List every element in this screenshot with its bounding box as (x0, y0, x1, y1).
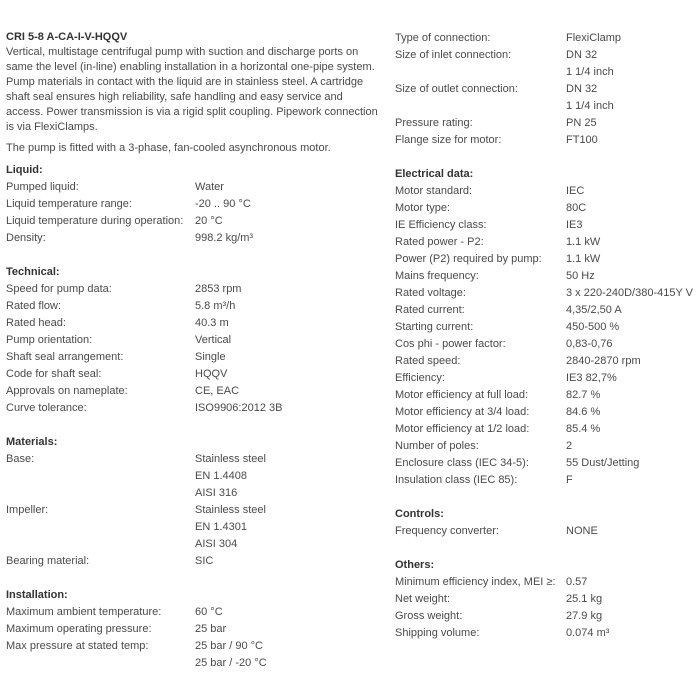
spec-row (395, 234, 695, 251)
motor-note: The pump is fitted with a 3-phase, fan-cooled asynchronous motor. (6, 142, 331, 154)
spec-value: NONE (566, 525, 598, 537)
spec-label: Gross weight: (395, 610, 463, 622)
spec-label: Speed for pump data: (6, 283, 112, 295)
spec-label: Power (P2) required by pump: (395, 253, 542, 265)
spec-value: 0.57 (566, 576, 588, 588)
spec-label: Max pressure at stated temp: (6, 640, 149, 652)
spec-row (395, 574, 695, 591)
others-section-title: Others: (395, 559, 435, 571)
left-column (6, 30, 380, 672)
spec-value: 80C (566, 202, 587, 214)
spec-label: Impeller: (6, 504, 49, 516)
spec-row (395, 132, 695, 149)
spec-row (395, 421, 695, 438)
spec-row (395, 302, 695, 319)
spec-value: PN 25 (566, 117, 597, 129)
spec-label: Maximum operating pressure: (6, 623, 152, 635)
spec-value: F (566, 474, 573, 486)
spec-value: EN 1.4408 (195, 470, 247, 482)
spec-label: Net weight: (395, 593, 451, 605)
spec-value: 2853 rpm (195, 283, 242, 295)
spec-row (395, 115, 695, 132)
spec-value: 998.2 kg/m³ (195, 232, 254, 244)
spec-row (395, 370, 695, 387)
spec-value: 25 bar / 90 °C (195, 640, 263, 652)
spec-value: -20 .. 90 °C (195, 198, 251, 210)
technical-section-title: Technical: (6, 266, 60, 278)
spec-label: Approvals on nameplate: (6, 385, 128, 397)
spec-row (395, 268, 695, 285)
spec-value: Stainless steel (195, 504, 266, 516)
spec-value: 450-500 % (566, 321, 620, 333)
spec-row (395, 200, 695, 217)
spec-row (395, 438, 695, 455)
spec-label: Efficiency: (395, 372, 445, 384)
spec-value: 2 (566, 440, 573, 452)
spec-value: 50 Hz (566, 270, 595, 282)
spec-value: AISI 304 (195, 538, 238, 550)
spec-label: Number of poles: (395, 440, 479, 452)
spec-label: Minimum efficiency index, MEI ≥: (395, 576, 556, 588)
spec-value: Water (195, 181, 224, 193)
spec-label: Rated voltage: (395, 287, 466, 299)
spec-row (6, 502, 380, 519)
spec-value: Stainless steel (195, 453, 266, 465)
spec-value: HQQV (195, 368, 228, 380)
spec-value: SIC (195, 555, 214, 567)
spec-row (6, 213, 380, 230)
liquid-section-title: Liquid: (6, 164, 43, 176)
spec-label: Motor efficiency at full load: (395, 389, 529, 401)
materials-section-title: Materials: (6, 436, 58, 448)
spec-label: Density: (6, 232, 46, 244)
spec-row (6, 349, 380, 366)
spec-value: 2840-2870 rpm (566, 355, 641, 367)
spec-label: Motor efficiency at 1/2 load: (395, 423, 530, 435)
spec-value: 0,83-0,76 (566, 338, 613, 350)
spec-value: 1 1/4 inch (566, 100, 614, 112)
spec-row (6, 179, 380, 196)
spec-value: 25.1 kg (566, 593, 603, 605)
spec-value: ISO9906:2012 3B (195, 402, 283, 414)
spec-value: 4,35/2,50 A (566, 304, 622, 316)
spec-row (395, 387, 695, 404)
spec-row (395, 285, 695, 302)
spec-label: Motor type: (395, 202, 451, 214)
spec-label: Maximum ambient temperature: (6, 606, 162, 618)
spec-row (6, 400, 380, 417)
spec-value: 0.074 m³ (566, 627, 610, 639)
spec-label: Starting current: (395, 321, 474, 333)
spec-value: 20 °C (195, 215, 223, 227)
spec-value: 82.7 % (566, 389, 601, 401)
spec-row (395, 47, 695, 64)
spec-row (6, 383, 380, 400)
spec-value: 1.1 kW (566, 253, 601, 265)
spec-row (395, 404, 695, 421)
spec-row (6, 366, 380, 383)
spec-label: Rated head: (6, 317, 66, 329)
spec-label: Insulation class (IEC 85): (395, 474, 518, 486)
spec-label: Liquid temperature range: (6, 198, 132, 210)
spec-value: 55 Dust/Jetting (566, 457, 640, 469)
spec-label: Mains frequency: (395, 270, 479, 282)
spec-row (395, 251, 695, 268)
spec-value: DN 32 (566, 83, 598, 95)
spec-row (395, 591, 695, 608)
spec-value: 3 x 220-240D/380-415Y V (566, 287, 693, 299)
installation-section-title: Installation: (6, 589, 68, 601)
controls-section-title: Controls: (395, 508, 444, 520)
spec-row (6, 638, 380, 655)
spec-value: Vertical (195, 334, 232, 346)
spec-row (6, 604, 380, 621)
spec-value: AISI 316 (195, 487, 238, 499)
spec-row (395, 608, 695, 625)
spec-row (395, 625, 695, 642)
spec-label: Bearing material: (6, 555, 90, 567)
spec-row (6, 536, 380, 553)
spec-row (6, 655, 380, 672)
spec-value: Single (195, 351, 226, 363)
spec-label: IE Efficiency class: (395, 219, 487, 231)
spec-row (395, 98, 695, 115)
spec-value: IE3 (566, 219, 583, 231)
spec-value: 85.4 % (566, 423, 601, 435)
spec-label: Enclosure class (IEC 34-5): (395, 457, 529, 469)
spec-value: 27.9 kg (566, 610, 603, 622)
spec-label: Liquid temperature during operation: (6, 215, 184, 227)
spec-value: 25 bar / -20 °C (195, 657, 267, 669)
spec-row (395, 472, 695, 489)
spec-row (6, 196, 380, 213)
spec-row (395, 217, 695, 234)
spec-label: Flange size for motor: (395, 134, 502, 146)
spec-label: Size of outlet connection: (395, 83, 518, 95)
spec-row (6, 230, 380, 247)
spec-row (6, 451, 380, 468)
spec-label: Rated current: (395, 304, 465, 316)
spec-label: Frequency converter: (395, 525, 499, 537)
spec-value: 25 bar (195, 623, 227, 635)
spec-label: Type of connection: (395, 32, 491, 44)
spec-row (395, 81, 695, 98)
spec-row (395, 30, 695, 47)
spec-value: IEC (566, 185, 585, 197)
spec-label: Base: (6, 453, 35, 465)
spec-row (395, 455, 695, 472)
spec-row (6, 468, 380, 485)
spec-value: FT100 (566, 134, 598, 146)
spec-label: Size of inlet connection: (395, 49, 512, 61)
spec-value: 60 °C (195, 606, 223, 618)
spec-label: Rated speed: (395, 355, 461, 367)
spec-value: DN 32 (566, 49, 598, 61)
spec-row (6, 621, 380, 638)
spec-label: Rated flow: (6, 300, 62, 312)
spec-row (6, 485, 380, 502)
spec-label: Curve tolerance: (6, 402, 87, 414)
spec-row (395, 523, 695, 540)
spec-row (395, 353, 695, 370)
spec-row (395, 64, 695, 81)
product-title: CRI 5-8 A-CA-I-V-HQQV (6, 31, 128, 43)
spec-row (6, 281, 380, 298)
electrical-section-title: Electrical data: (395, 168, 474, 180)
spec-value: IE3 82,7% (566, 372, 617, 384)
spec-row (6, 332, 380, 349)
spec-value: 1 1/4 inch (566, 66, 614, 78)
spec-label: Shaft seal arrangement: (6, 351, 124, 363)
spec-label: Pressure rating: (395, 117, 473, 129)
spec-label: Cos phi - power factor: (395, 338, 506, 350)
spec-value: EN 1.4301 (195, 521, 247, 533)
spec-label: Motor efficiency at 3/4 load: (395, 406, 530, 418)
spec-label: Shipping volume: (395, 627, 480, 639)
spec-row (395, 336, 695, 353)
spec-row (6, 519, 380, 536)
spec-label: Pump orientation: (6, 334, 93, 346)
spec-label: Code for shaft seal: (6, 368, 102, 380)
spec-label: Pumped liquid: (6, 181, 79, 193)
spec-value: 84.6 % (566, 406, 601, 418)
spec-row (6, 315, 380, 332)
spec-value: CE, EAC (195, 385, 240, 397)
product-description: Vertical, multistage centrifugal pump with suction and discharge ports on same the level (in-line) enabling installation in a horizontal one-pipe system. Pump materials in contact with the liquid are in stainless steel. A cartridge shaft seal ensures high reliability, safe handling and easy service and access. Power transmission is via a rigid split coupling. Pipework connection is via FlexiClamps. (6, 46, 378, 133)
right-column (395, 30, 695, 642)
spec-row (6, 298, 380, 315)
spec-row (395, 319, 695, 336)
spec-row (6, 553, 380, 570)
spec-label: Motor standard: (395, 185, 473, 197)
spec-value: FlexiClamp (566, 32, 622, 44)
spec-row (395, 183, 695, 200)
spec-value: 1.1 kW (566, 236, 601, 248)
spec-label: Rated power - P2: (395, 236, 484, 248)
spec-value: 40.3 m (195, 317, 229, 329)
spec-value: 5.8 m³/h (195, 300, 236, 312)
